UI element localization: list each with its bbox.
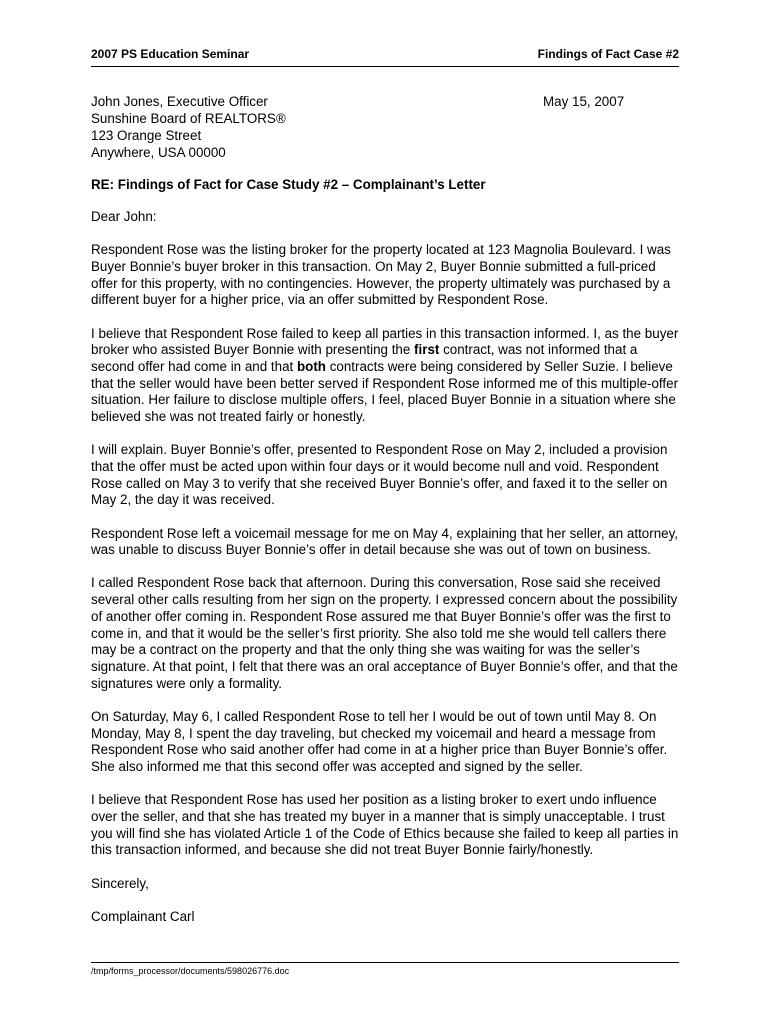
paragraph-text: contracts were being considered by Seller Suzie. I believe that the seller would have been better served if Respondent Rose informed me of this multiple-offer situation. Her failure to disclose multiple offers, I feel, placed Buyer Bonnie in a situation where she believed she was not treated fairly or honestly. [91,358,679,425]
footer-rule [91,962,679,963]
header-rule [91,66,679,67]
paragraph: Respondent Rose left a voicemail message for me on May 4, explaining that her seller, an attorney, was unable to discuss Buyer Bonnie’s offer in detail because she was out of town on business. [91,525,679,558]
emphasis-text: first [414,342,440,358]
greeting: Dear John: [91,209,157,224]
subject-line: RE: Findings of Fact for Case Study #2 – Complainant’s Letter [91,177,486,192]
letter-date: May 15, 2007 [543,94,625,109]
address-line: John Jones, Executive Officer [91,94,268,109]
paragraph [91,326,679,426]
emphasis-text: both [296,358,326,374]
paragraph: On Saturday, May 6, I called Respondent Rose to tell her I would be out of town until May 8. On Monday, May 8, I spent the day traveling, but checked my voicemail and heard a message from Respondent Rose who said another offer had come in at a higher price than Buyer Bonnie’s offer. She also informed me that this second offer was accepted and signed by the seller. [91,708,668,774]
paragraph: I will explain. Buyer Bonnie’s offer, presented to Respondent Rose on May 2, included a provision that the offer must be acted upon within four days or it would become null and void. Respondent Rose called on May 3 to verify that she received Buyer Bonnie’s offer, and faxed it to the seller on May 2, the day it was received. [91,442,668,508]
paragraph: I called Respondent Rose back that afternoon. During this conversation, Rose said she received several other calls resulting from her sign on the property. I expressed concern about the possibility of another offer coming in. Respondent Rose assured me that Buyer Bonnie’s offer was the first to come in, and that it would be the seller’s first priority. She also told me she would tell callers there may be a contract on the property and that the only thing she was waiting for was the seller’s signature. At that point, I felt that there was an oral acceptance of Buyer Bonnie’s offer, and that the signatures were only a formality. [91,575,678,691]
letter-body [91,209,679,942]
paragraph-text: contract, was not informed that a second offer had come in and that [91,342,638,374]
address-line: Sunshine Board of REALTORS® [91,111,286,126]
address-line: Anywhere, USA 00000 [91,145,226,160]
header-left: 2007 PS Education Seminar [91,47,250,61]
paragraph: Respondent Rose was the listing broker for the property located at 123 Magnolia Boulevard. I was Buyer Bonnie’s buyer broker in this transaction. On May 2, Buyer Bonnie submitted a full-priced offer for this property, with no contingencies. However, the property ultimately was purchased by a different buyer for a higher price, via an offer submitted by Respondent Rose. [91,242,671,308]
paragraph: I believe that Respondent Rose has used her position as a listing broker to exert undo influence over the seller, and that she has treated my buyer in a manner that is simply unacceptable. I trust you will find she has violated Article 1 of the Code of Ethics because she failed to keep all parties in this transaction informed, and because she did not treat Buyer Bonnie fairly/honestly. [91,792,679,858]
recipient-address [91,93,286,161]
footer-path: /tmp/forms_processor/documents/598026776.doc [91,966,290,976]
header-right: Findings of Fact Case #2 [537,47,679,61]
address-line: 123 Orange Street [91,128,202,143]
closing: Sincerely, [91,875,149,891]
page-header [91,47,679,67]
signature: Complainant Carl [91,908,195,924]
paragraph-text: I believe that Respondent Rose failed to keep all parties in this transaction informed. I, as the buyer broker who assisted Buyer Bonnie with presenting the [91,325,679,358]
